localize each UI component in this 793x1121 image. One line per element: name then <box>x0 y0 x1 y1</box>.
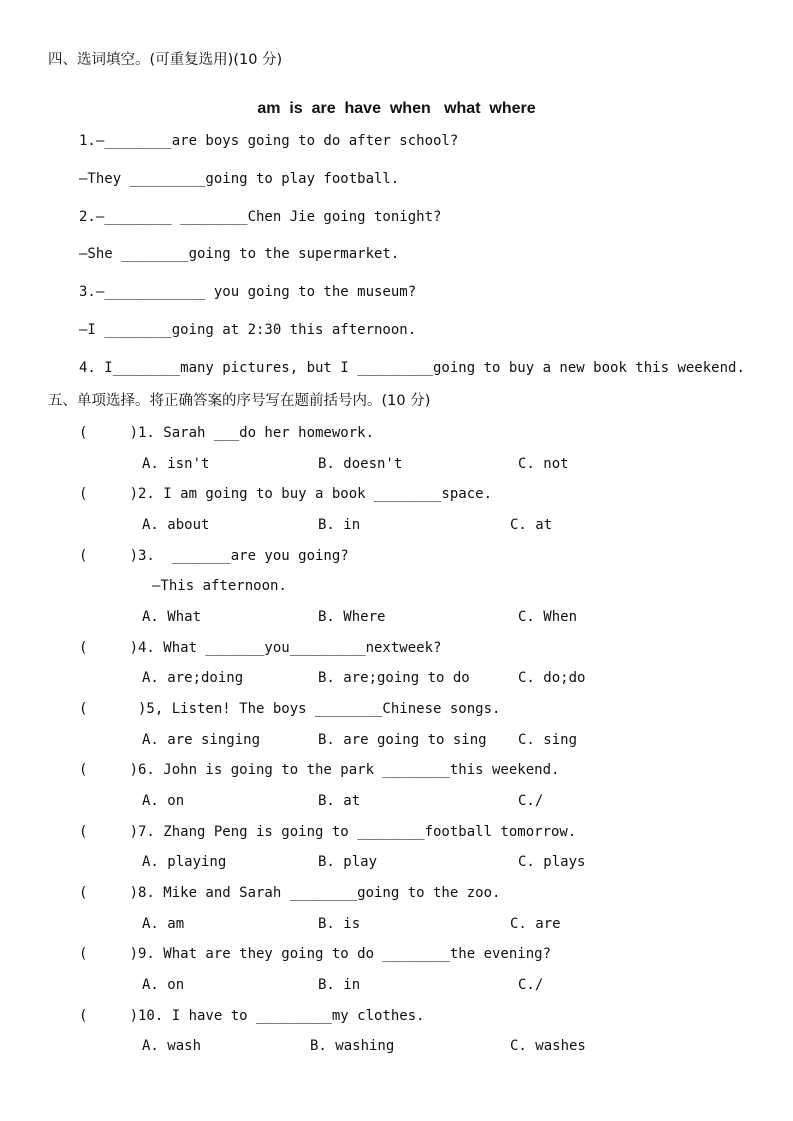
option-b: B. Where <box>318 609 386 625</box>
question-stem: ( )3. _______are you going? <box>79 548 349 564</box>
option-b: B. at <box>318 793 361 809</box>
option-b: B. doesn't <box>318 456 403 472</box>
option-c: C. When <box>518 609 578 625</box>
question-stem: ( )7. Zhang Peng is going to ________football tomorrow. <box>79 824 577 840</box>
option-c: C. sing <box>518 732 578 748</box>
option-b: B. are;going to do <box>318 670 470 686</box>
option-b: B. play <box>318 854 378 870</box>
option-c: C./ <box>518 793 544 809</box>
question-sub-line: —This afternoon. <box>152 578 287 594</box>
option-c: C. not <box>518 456 569 472</box>
question-stem: ( )6. John is going to the park ________this weekend. <box>79 762 560 778</box>
option-c: C./ <box>518 977 544 993</box>
option-b: B. are going to sing <box>318 732 487 748</box>
question-stem: ( )9. What are they going to do ________the evening? <box>79 946 552 962</box>
option-a: A. about <box>142 517 210 533</box>
question-stem: ( )1. Sarah ___do her homework. <box>79 425 375 441</box>
option-b: B. is <box>318 916 361 932</box>
fill-blank-line: —They _________going to play football. <box>79 171 400 187</box>
option-c: C. washes <box>510 1038 586 1054</box>
question-stem: ( )8. Mike and Sarah ________going to the zoo. <box>79 885 501 901</box>
fill-blank-line: 1.—________are boys going to do after school? <box>79 133 459 149</box>
option-a: A. are singing <box>142 732 261 748</box>
option-a: A. playing <box>142 854 227 870</box>
option-c: C. are <box>510 916 561 932</box>
option-b: B. washing <box>310 1038 395 1054</box>
fill-blank-line: 2.—________ ________Chen Jie going tonight? <box>79 209 442 225</box>
option-a: A. am <box>142 916 185 932</box>
option-b: B. in <box>318 977 361 993</box>
option-c: C. do;do <box>518 670 586 686</box>
fill-blank-line: 3.—____________ you going to the museum? <box>79 284 417 300</box>
option-a: A. What <box>142 609 202 625</box>
option-a: A. on <box>142 793 185 809</box>
word-bank: am is are have when what where <box>257 100 536 117</box>
option-c: C. at <box>510 517 553 533</box>
option-a: A. wash <box>142 1038 202 1054</box>
option-a: A. isn't <box>142 456 210 472</box>
fill-blank-line: —She ________going to the supermarket. <box>79 246 400 262</box>
question-stem: ( )2. I am going to buy a book ________space. <box>79 486 493 502</box>
question-stem: ( )4. What _______you_________nextweek? <box>79 640 442 656</box>
question-stem: ( )5, Listen! The boys ________Chinese songs. <box>79 701 501 717</box>
option-b: B. in <box>318 517 361 533</box>
fill-blank-line: 4. I________many pictures, but I _________going to buy a new book this weekend. <box>79 360 745 376</box>
section5-heading: 五、单项选择。将正确答案的序号写在题前括号内。(10 分) <box>48 393 431 409</box>
fill-blank-line: —I ________going at 2:30 this afternoon. <box>79 322 417 338</box>
option-c: C. plays <box>518 854 586 870</box>
question-stem: ( )10. I have to _________my clothes. <box>79 1008 425 1024</box>
section4-heading: 四、选词填空。(可重复选用)(10 分) <box>48 52 283 68</box>
option-a: A. are;doing <box>142 670 244 686</box>
option-a: A. on <box>142 977 185 993</box>
